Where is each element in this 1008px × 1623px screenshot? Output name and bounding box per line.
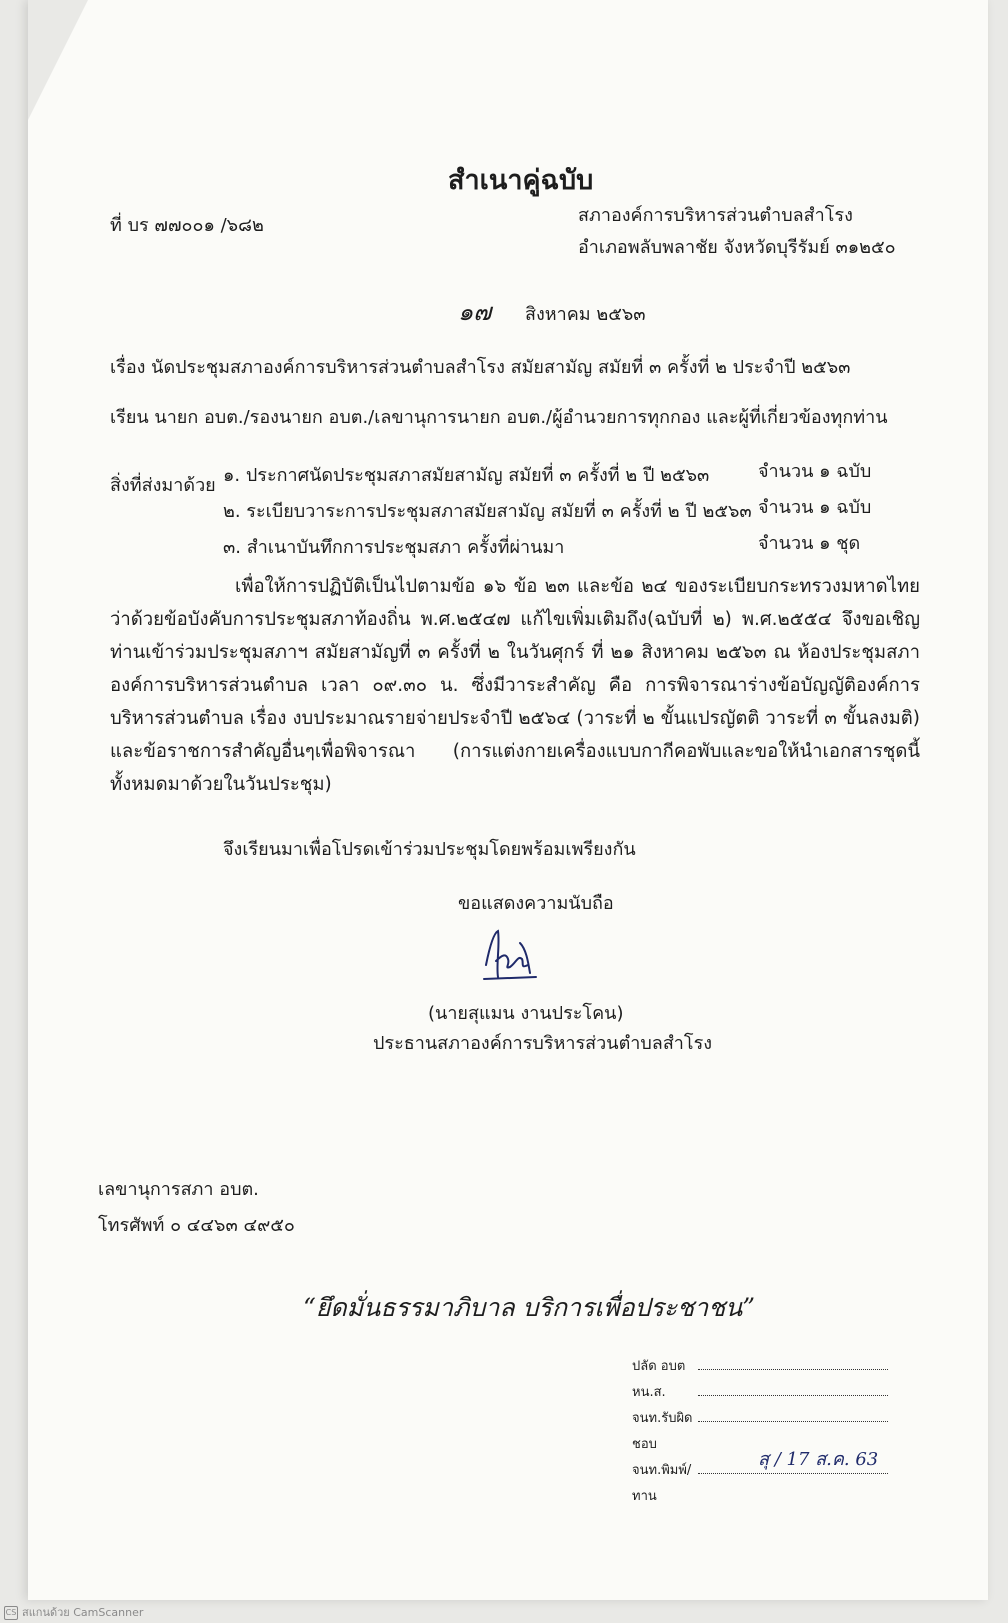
signer-position: ประธานสภาองค์การบริหารส่วนตำบลสำโรง: [373, 1033, 713, 1054]
org-location: อำเภอพลับพลาชัย จังหวัดบุรีรัมย์ ๓๑๒๕๐: [578, 237, 896, 258]
org-name: สภาองค์การบริหารส่วนตำบลสำโรง: [578, 205, 853, 226]
routing-label: จนท.รับผิดชอบ: [632, 1411, 693, 1452]
enclosures-label: สิ่งที่ส่งมาด้วย: [110, 475, 216, 496]
routing-handwriting: สุ / 17 ส.ค. 63: [758, 1449, 879, 1470]
contact-block: [98, 1172, 295, 1244]
subject-line: เรื่อง นัดประชุมสภาองค์การบริหารส่วนตำบลสำโรง สมัยสามัญ สมัยที่ ๓ ครั้งที่ ๒ ประจำปี ๒๕๖๓: [110, 357, 851, 378]
routing-line: [698, 1407, 888, 1422]
letter-body: [110, 570, 920, 801]
routing-label: ปลัด อบต: [632, 1359, 686, 1374]
enclosures-list: [223, 458, 752, 566]
signer-name: (นายสุแมน งานประโคน): [428, 1003, 624, 1024]
date-month-year: สิงหาคม ๒๕๖๓: [525, 304, 646, 325]
scanner-watermark: [4, 1603, 143, 1621]
motto: “ยึดมั่นธรรมาภิบาล บริการเพื่อประชาชน”: [303, 1293, 756, 1322]
body-paragraph: เพื่อให้การปฏิบัติเป็นไปตามข้อ ๑๖ ข้อ ๒๓ และข้อ ๒๔ ของระเบียบกระทรวงมหาดไทยว่าด้วยข้อบังคับการประชุมสภาท้องถิ่น พ.ศ.๒๕๔๗ แก้ไขเพิ่มเติมถึง(ฉบับที่ ๒) พ.ศ.๒๕๕๔ จึงขอเชิญท่านเข้าร่วมประชุมสภาฯ สมัยสามัญที่ ๓ ครั้งที่ ๒ ในวันศุกร์ ที่ ๒๑ สิงหาคม ๒๕๖๓ ณ ห้องประชุมสภาองค์การบริหารส่วนตำบล เวลา ๐๙.๓๐ น. ซึ่งมีวาระสำคัญ คือ การพิจารณาร่างข้อบัญญัติองค์การบริหารส่วนตำบล เรื่อง งบประมาณรายจ่ายประจำปี ๒๕๖๔ (วาระที่ ๒ ขั้นแปรญัตติ วาระที่ ๓ ขั้นลงมติ) และข้อราชการสำคัญอื่นๆเพื่อพิจารณา (การแต่งกายเครื่องแบบกากีคอพับและขอให้นำเอกสารชุดนี้ทั้งหมดมาด้วยในวันประชุม): [110, 576, 920, 795]
enclosure-qty: จำนวน ๑ ฉบับ: [758, 497, 872, 518]
scanner-watermark-text: สแกนด้วย CamScanner: [22, 1606, 144, 1619]
routing-label: จนท.พิมพ์/ทาน: [632, 1463, 692, 1504]
routing-line: [698, 1355, 888, 1370]
enclosure-qty: จำนวน ๑ ชุด: [758, 533, 861, 554]
camscanner-icon: CS: [4, 1606, 18, 1620]
enclosure-qty: จำนวน ๑ ฉบับ: [758, 461, 872, 482]
reference-number: ที่ บร ๗๗๐๐๑ /๖๘๒: [110, 215, 264, 236]
letter-page: [28, 0, 988, 1600]
recipient-line: เรียน นายก อบต./รองนายก อบต./เลขานุการนายก อบต./ผู้อำนวยการทุกกอง และผู้ที่เกี่ยวข้องทุกท่าน: [110, 407, 888, 428]
routing-line: [698, 1449, 888, 1474]
routing-slip: [632, 1354, 888, 1510]
enclosures-quantities: [758, 454, 871, 562]
complimentary-close: ขอแสดงความนับถือ: [458, 893, 614, 914]
routing-row: [632, 1354, 888, 1380]
document-title: สำเนาคู่ฉบับ: [448, 165, 594, 196]
enclosure-item: ๒. ระเบียบวาระการประชุมสภาสมัยสามัญ สมัยที่ ๓ ครั้งที่ ๒ ปี ๒๕๖๓: [223, 501, 752, 522]
signature-image: [476, 925, 546, 991]
routing-row: [632, 1449, 888, 1510]
phone-number: โทรศัพท์ ๐ ๔๔๖๓ ๔๙๕๐: [98, 1215, 295, 1236]
page-fold: [28, 0, 88, 120]
enclosure-item: ๓. สำเนาบันทึกการประชุมสภา ครั้งที่ผ่านมา: [223, 537, 565, 558]
enclosure-item: ๑. ประกาศนัดประชุมสภาสมัยสามัญ สมัยที่ ๓ ครั้งที่ ๒ ปี ๒๕๖๓: [223, 465, 710, 486]
department-name: เลขานุการสภา อบต.: [98, 1179, 259, 1200]
routing-label: หน.ส.: [632, 1385, 666, 1400]
closing-sentence: จึงเรียนมาเพื่อโปรดเข้าร่วมประชุมโดยพร้อมเพรียงกัน: [223, 839, 636, 860]
letter-date: [458, 292, 646, 331]
routing-row: [632, 1380, 888, 1406]
sender-address: [578, 200, 896, 264]
routing-line: [698, 1381, 888, 1396]
date-day-handwritten: ๑๗: [458, 298, 492, 326]
